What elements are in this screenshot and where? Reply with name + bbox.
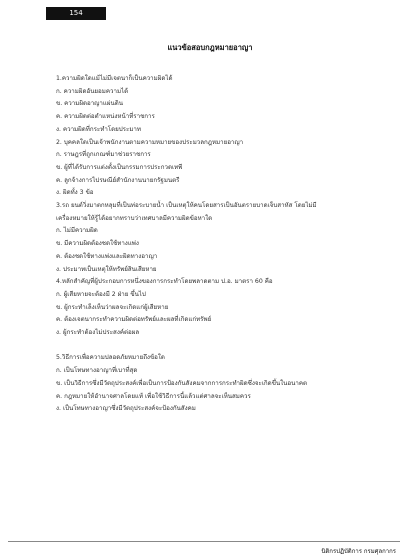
document-title: แนวข้อสอบกฎหมายอาญา	[167, 43, 253, 52]
text-line: ง. ความผิดที่กระทำโดยประมาท	[56, 125, 141, 133]
text-line: 1.ความผิดใดแม้ไม่มีเจตนาก็เป็นความผิดได้	[56, 75, 173, 82]
text-line: ข. ผู้กระทำเล็งเห็นว่าผลจะเกิดแก่ผู้เสียหาย	[56, 303, 169, 311]
question-list	[56, 73, 396, 416]
text-line: ค. ต้องชดใช้ทางแพ่งและผิดทางอาญา	[56, 252, 158, 260]
text-line: ข. เป็นวิธีการซึ่งมีวัตถุประสงค์เพื่อเป็นการป้องกันสังคมจากการกระทำผิดซึ่งจะเกิดขึ้นในอนาคต	[56, 379, 307, 387]
text-line: ข. มีความผิดต้องชดใช้ทางแพ่ง	[56, 240, 139, 248]
text-line: ค. ต้องเจตนากระทำความผิดต่อทรัพย์และผลที่เกิดแก่ทรัพย์	[56, 316, 212, 324]
text-line: เครื่องหมายให้รู้ได้อยากทราบว่าเทศบาลมีความผิดข้อหาใด	[56, 214, 213, 222]
text-line: 5.วิธีการเพื่อความปลอดภัยหมายถึงข้อใด	[56, 354, 165, 362]
text-line: ข. ผู้ที่ได้รับการแต่งตั้งเป็นกรรมการประกวดเทพี	[56, 163, 183, 171]
text-line: ก. ความผิดอันยอมความได้	[56, 87, 129, 95]
page-number-badge: 154	[46, 7, 106, 20]
text-line: ก. ราษฎรที่ถูกเกณฑ์มาช่วยราชการ	[56, 151, 151, 159]
text-line: ก. ผู้เสียหายจะต้องมี 2 ฝ่าย ขึ้นไป	[56, 290, 146, 298]
text-line: 4.หลักสำคัญที่ผู้ประกอบการหนึ่งของการกระทำโดยพลาดตาม ป.อ. มาตรา 60 คือ	[56, 278, 273, 286]
text-line: ข. ความผิดอาญาแผ่นดิน	[56, 100, 124, 108]
text-line: ง. ประมาทเป็นเหตุให้ทรัพย์สินเสียหาย	[56, 265, 157, 273]
text-line: ง. ผิดทั้ง 3 ข้อ	[56, 189, 94, 197]
text-line: ง. เป็นโทษทางอาญาซึ่งมีวัตถุประสงค์จะป้องกันสังคม	[56, 405, 196, 413]
footer-text: นิติกรปฏิบัติการ กรมศุลกากร	[321, 548, 396, 555]
text-line: ก. เป็นโทษทางอาญาที่เบาที่สุด	[56, 367, 138, 375]
text-line: ง. ผู้กระทำต้องไม่ประสงค์ต่อผล	[56, 329, 140, 337]
text-line: ค. ลูกจ้างการไปรษณีย์สำนักงานนายกรัฐมนตรี	[56, 176, 180, 184]
blank-line	[56, 340, 396, 353]
footer-divider	[8, 541, 400, 542]
text-line: ค. ความผิดต่อตำแหน่งหน้าที่ราชการ	[56, 113, 155, 121]
text-line: ค. กฎหมายให้อำนาจศาลโดยแท้ เพื่อใช้วิธีการนี้แล้วแต่ศาลจะเห็นสมควร	[56, 392, 251, 400]
text-line: ก. ไม่มีความผิด	[56, 227, 98, 235]
text-line: 3.รถ ยนต์วิ่งมาตกหลุมที่เป็นท่อระบายน้ำ เป็นเหตุให้คนโดยสารเป็นอันตรายบาดเจ็บสาหัส โดยไม่มี	[56, 202, 317, 210]
text-line: 2. บุคคลใดเป็นเจ้าพนักงานตามความหมายของประมวลกฎหมายอาญา	[56, 138, 244, 146]
